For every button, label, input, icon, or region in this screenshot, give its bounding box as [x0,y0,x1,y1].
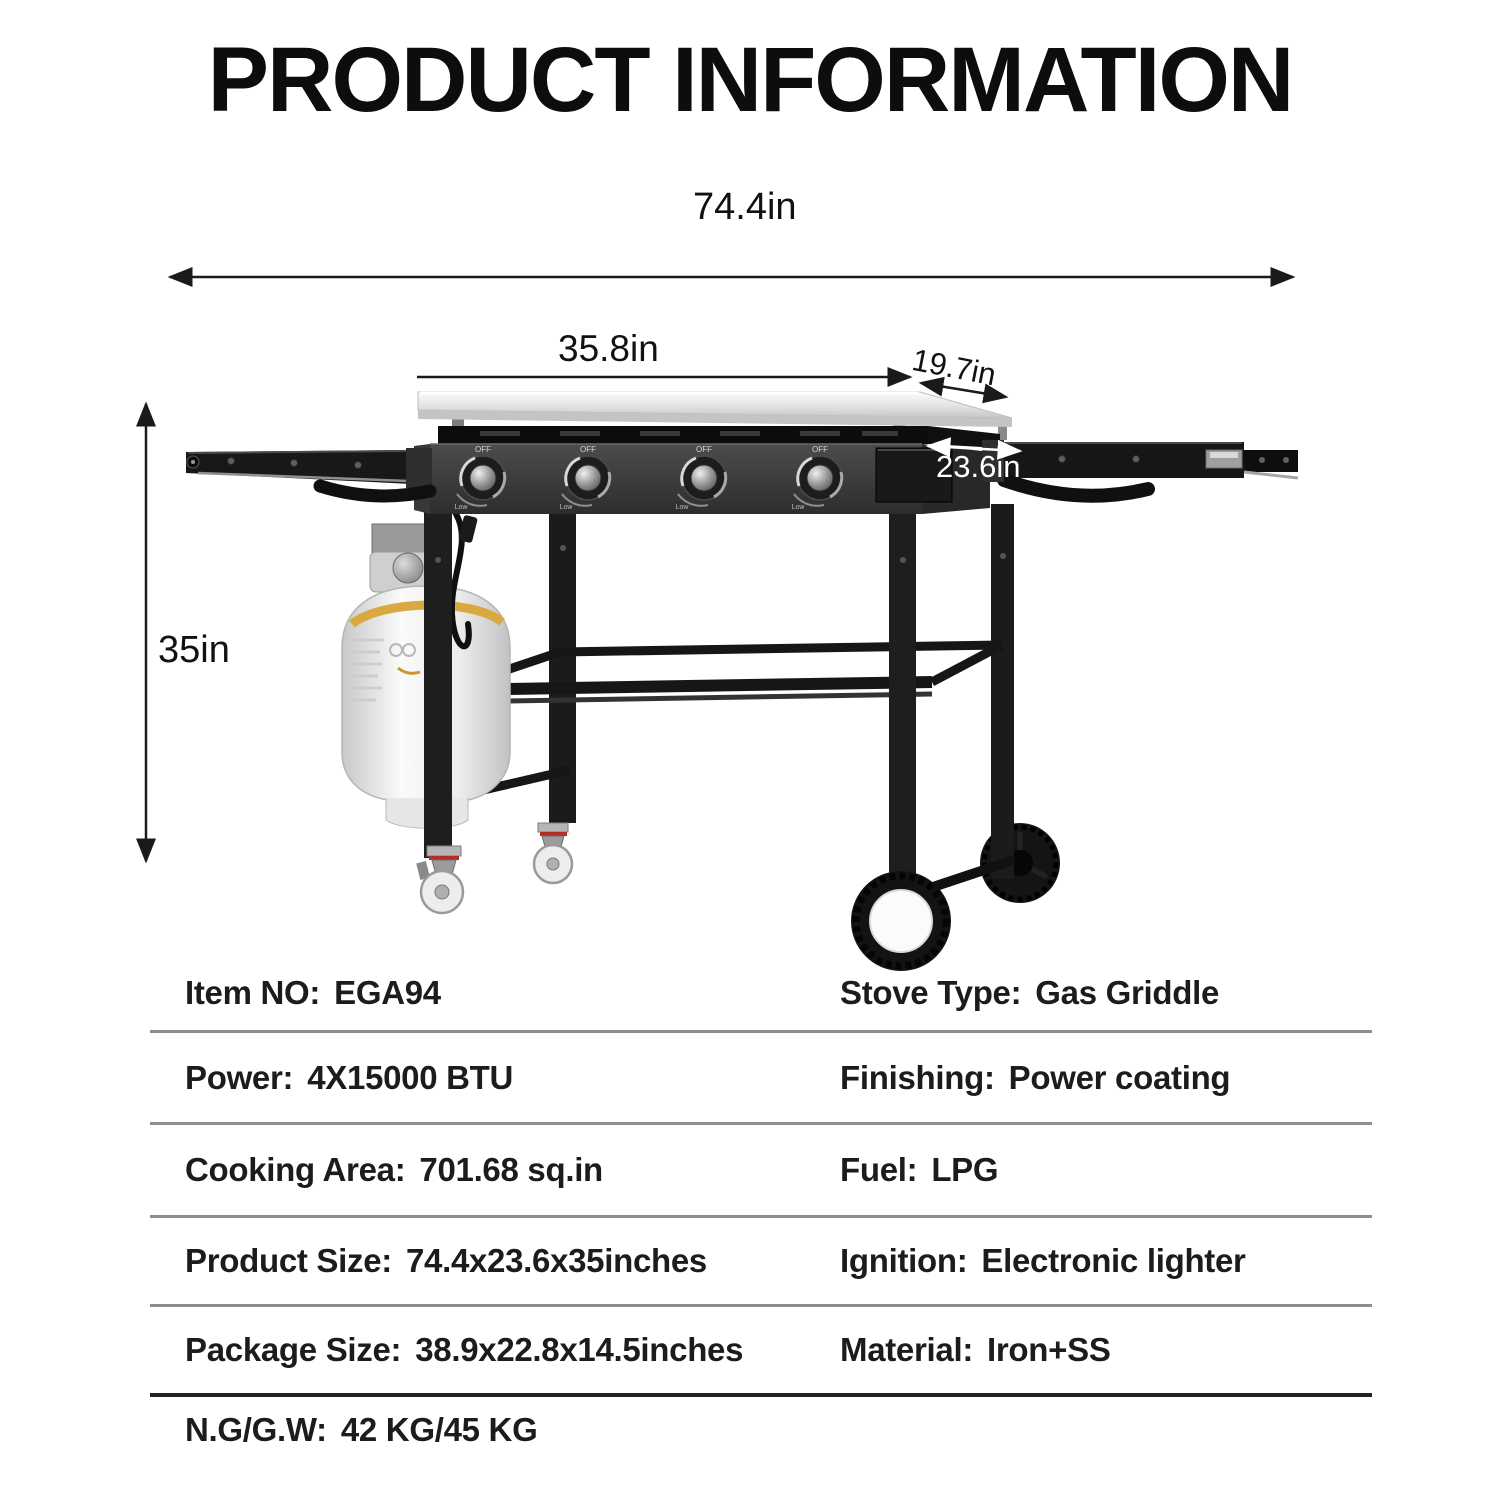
knob-low-label: Low [454,504,468,511]
spec-package-size [150,1331,743,1369]
spec-label: Power: [185,1058,294,1096]
front-left-leg [424,500,452,858]
spec-weight [150,1411,537,1449]
spec-label: Product Size: [185,1242,392,1279]
spec-value: 42 KG/45 KG [340,1411,538,1448]
svg-text:OFF: OFF [580,445,596,454]
spec-label: Ignition: [840,1242,968,1279]
right-side-shelf [982,440,1298,496]
table-row [150,955,1372,1033]
spec-value: EGA94 [334,973,441,1011]
griddle-width-label: 35.8in [558,328,659,369]
front-right-leg [889,506,916,899]
spec-label: Package Size: [185,1331,402,1368]
spec-fuel [840,1151,998,1189]
spec-value: Gas Griddle [1035,973,1220,1011]
lower-shelf [447,645,1002,702]
right-shelf-handle [1004,480,1148,496]
spec-finishing [840,1059,1230,1097]
spec-value: 38.9x22.8x14.5inches [415,1331,744,1368]
spec-ignition [840,1242,1246,1280]
spec-label: Stove Type: [840,973,1022,1011]
spec-stove-type [840,974,1219,1012]
griddle-product [186,392,1298,971]
spec-value: 701.68 sq.in [419,1151,603,1188]
griddle-top [418,392,1012,427]
svg-text:Low: Low [675,504,689,511]
rear-right-leg [991,504,1014,879]
overall-width-label: 74.4in [693,186,797,228]
table-row [150,1033,1372,1125]
dimension-arrows [146,277,1293,861]
spec-label: Finishing: [840,1058,995,1096]
spec-label: Material: [840,1331,974,1368]
spec-product-size [150,1242,707,1280]
right-shelf-extension [1244,450,1298,472]
svg-text:Low: Low [791,504,805,511]
page-title: PRODUCT INFORMATION [207,29,1293,131]
spec-value: Iron+SS [987,1331,1111,1368]
spec-label: N.G/G.W: [185,1411,327,1448]
table-row [150,1218,1372,1307]
left-side-shelf [186,448,432,496]
table-row [150,1397,1372,1463]
svg-text:Low: Low [559,504,573,511]
spec-label: Fuel: [840,1151,918,1188]
table-row [150,1307,1372,1397]
table-row [150,1125,1372,1218]
spec-label: Cooking Area: [185,1151,406,1188]
svg-text:OFF: OFF [696,445,712,454]
rear-left-caster [534,823,572,883]
front-left-caster [416,846,463,913]
spec-value: Electronic lighter [981,1242,1246,1279]
spec-value: 74.4x23.6x35inches [405,1242,707,1279]
spec-table [150,955,1372,1463]
spec-cooking-area [150,1151,603,1189]
height-label: 35in [158,629,230,671]
spec-value: 4X15000 BTU [307,1058,514,1096]
tank-valve [393,553,423,583]
spec-item-no [150,974,441,1012]
top-depth-label: 19.7in [909,342,999,393]
spec-label: Item NO: [185,973,321,1011]
spec-material [840,1331,1111,1369]
spec-value: LPG [931,1151,999,1188]
body-depth-label: 23.6in [936,449,1021,484]
left-shelf-handle [320,486,430,496]
spec-power [150,1059,513,1097]
spec-value: Power coating [1008,1058,1231,1096]
svg-text:OFF: OFF [812,445,828,454]
griddle-body [414,392,1012,514]
knob-off-label: OFF [475,445,491,454]
